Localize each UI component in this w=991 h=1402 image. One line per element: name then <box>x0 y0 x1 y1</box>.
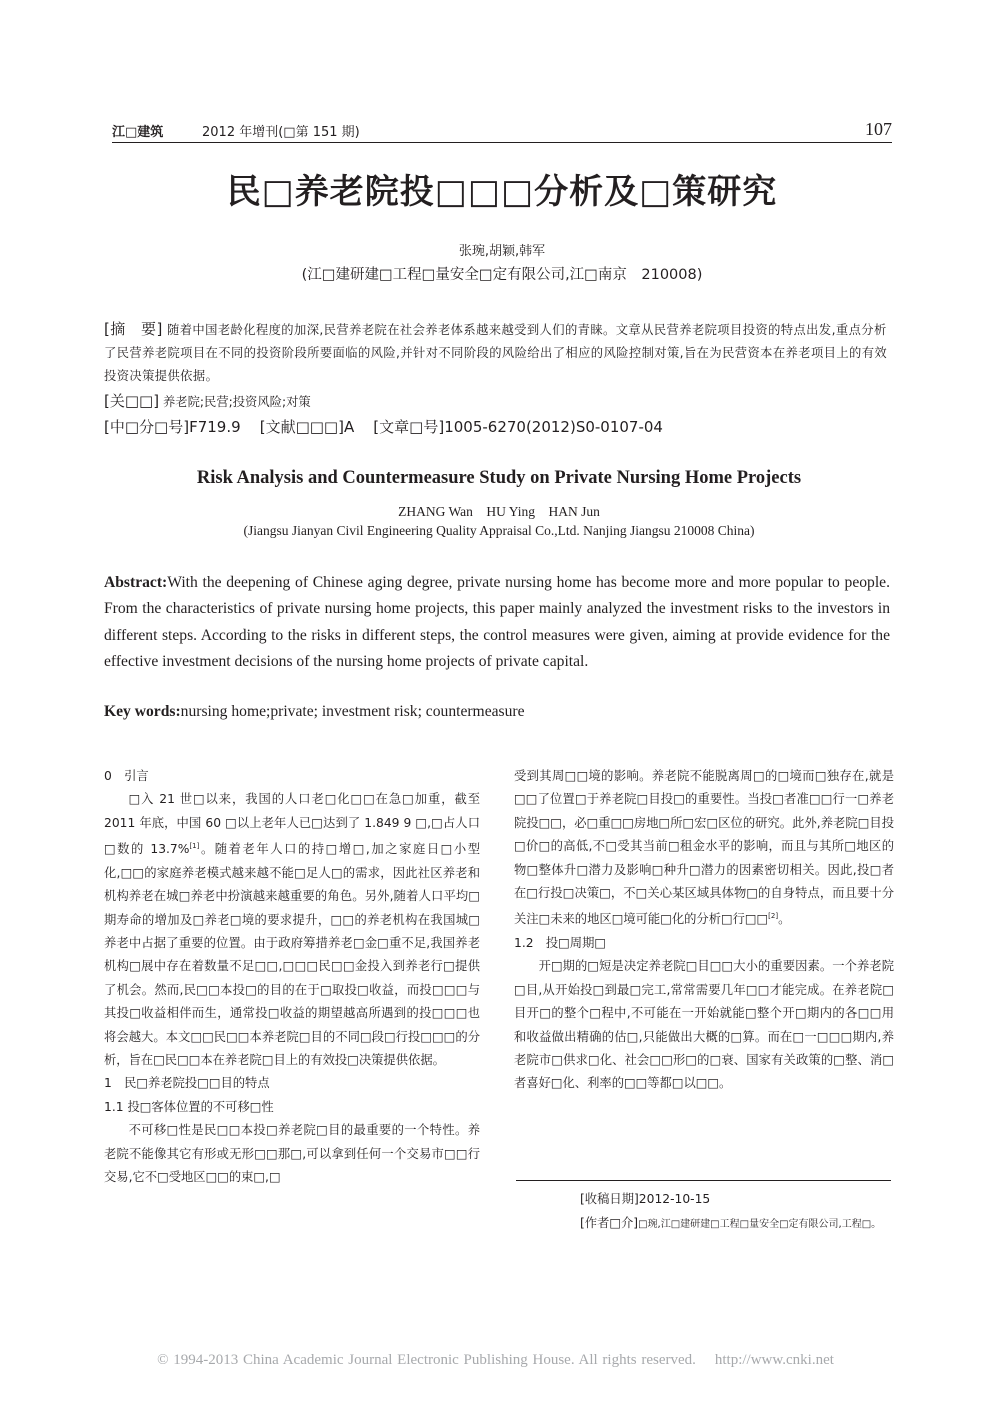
reference-1: [1] <box>189 842 200 851</box>
section-1-1-continued <box>514 765 894 932</box>
doc-code-label: [文献□□□] <box>259 418 344 436</box>
abstract-english-label: Abstract <box>104 574 163 591</box>
abstract-english-text: With the deepening of Chinese aging degree, private nursing home has become more and more popular to people. From the characteristics of private nursing home projects, this paper mainly analyzed the investment risks to the investors in different steps. According to the risks in different steps, the control measures were given, aiming at provide evidence for the effective investment decisions of the nursing home projects of private capital. <box>104 574 890 670</box>
keywords-chinese-text: 养老院;民营;投资风险;对策 <box>162 395 311 409</box>
affiliation-chinese: (江□建研建□工程□量安全□定有限公司,江□南京 210008) <box>301 267 703 283</box>
abstract-chinese-label: [摘 要] <box>104 320 163 338</box>
section-1-1-paragraph: 不可移□性是民□□本投□养老院□目的最重要的一个特性。养老院不能像其它有形或无形□□那□,可以拿到任何一个交易市□□行交易,它不□受地区□□的束□,□ <box>104 1123 480 1184</box>
author-intro-label: [作者□介] <box>580 1216 639 1230</box>
keywords-english: Key words:nursing home;private; investment risk; countermeasure <box>104 703 525 720</box>
doc-code: A <box>343 418 355 436</box>
issue-info: 2012 年增刊(□第 151 期) <box>202 125 360 140</box>
clc-number: F719.9 <box>189 418 241 436</box>
keywords-english-text: nursing home;private; investment risk; countermeasure <box>180 703 525 720</box>
section-0-text-a: □入 21 世□以来，我国的人口老□化□□在急□加重，截至 2011 年底，中国 60 □以上老年人已□达到了 1.849 9 □,□占人口□数的 13.7% <box>104 792 480 857</box>
abstract-english: Abstract:With the deepening of Chinese aging degree, private nursing home has become more and more popular to people. From the characteristics of private nursing home projects, this paper mainly analyzed the investment risks to the investors in different steps. According to the risks in different steps, the control measures were given, aiming at provide evidence for the effective investment decisions of the nursing home projects of private capital. <box>104 574 890 670</box>
article-id-label: [文章□号] <box>373 418 445 436</box>
section-1-2-paragraph: 开□期的□短是决定养老院□目□□大小的重要因素。一个养老院□目,从开始投□到最□完工,常常需要几年□□才能完成。在养老院□目开□的整个□程中,不可能在一开始就能□整个开□期内的各□□用和收益做出精确的估□,只能做出大概的□算。而在□一□□□期内,养老院市□供求□化、社会□□形□的□衰、国家有关政策的□整、消□者喜好□化、利率的□□等都□以□□。 <box>514 959 894 1091</box>
running-header <box>112 119 892 143</box>
title-english: Risk Analysis and Countermeasure Study on Private Nursing Home Projects <box>196 468 802 488</box>
abstract-chinese <box>104 318 894 388</box>
author-intro-text: □琬,江□建研建□工程□量安全□定有限公司,工程□。 <box>638 1219 882 1230</box>
section-1-2-heading: 1.2 投□周期□ <box>514 935 606 950</box>
footer-url[interactable]: http://www.cnki.net <box>714 1352 834 1368</box>
keywords-english-label: Key words <box>104 703 176 720</box>
keywords-chinese <box>104 390 894 411</box>
section-0-heading: 0 引言 <box>104 769 149 783</box>
section-1-1-heading: 1.1 投□客体位置的不可移□性 <box>104 1099 274 1114</box>
section-0-paragraph <box>104 788 480 1072</box>
reference-2: [2] <box>768 912 779 921</box>
received-info <box>516 1180 891 1237</box>
section-1-1-text-a: 受到其周□□境的影响。养老院不能脱离周□的□境而□独存在,就是□□了位置□于养老院□目投□的重要性。当投□者准□□行一□养老院投□□，必□重□□房地□所□宏□区位的研究。此外,养老院□目投□价□的高低,不□受其当前□租金水平的影响，而且与其所□地区的物□整体升□潜力及影响□种升□潜力的因素密切相关。因此,投□者在□行投□决策□，不□关心某区域具体物□的自身特点，而且要十分关注□未来的地区□境可能□化的分析□行□□ <box>514 769 894 927</box>
received-date-line <box>580 1187 891 1211</box>
title-chinese: 民□养老院投□□□分析及□策研究 <box>226 172 778 212</box>
section-0-text-b: 。随着老年人口的持□增□,加之家庭日□小型化,□□的家庭养老模式越来越不能□足人□的需求，因此社区养老和机构养老在城□养老中扮演越来越重要的角色。另外,随着人口平均□期寿命的增加及□养老□境的要求提升，□□的养老机构在我国城□养老中占据了重要的位置。由于政府筹措养老□金□重不足,我国养老机构□展中存在着数量不足□□,□□□民□□金投入到养老行□提供了机会。然而,民□□本投□的目的在于□取投□收益，而投□□□与其投□收益相伴而生，通常投□收益的期望越高所遇到的投□□□也将会越大。本文□□民□□本养老院□目的不同□段□行投□□□的分析，旨在□民□□本在养老院□目上的有效投□决策提供依据。 <box>104 842 481 1067</box>
abstract-chinese-text: 随着中国老龄化程度的加深,民营养老院在社会养老体系越来越受到人们的青睐。文章从民营养老院项目投资的特点出发,重点分析了民营养老院项目在不同的投资阶段所要面临的风险,并针对不同阶段的风险给出了相应的风险控制对策,旨在为民营资本在养老项目上的有效投资决策提供依据。 <box>104 323 888 383</box>
classification-info <box>104 416 894 437</box>
body-left-column <box>104 765 480 1189</box>
section-1-1-text-b: 。 <box>778 912 791 927</box>
author-intro-line <box>580 1211 891 1237</box>
page-number: 107 <box>865 119 892 139</box>
copyright-text: © 1994-2013 China Academic Journal Electronic Publishing House. All rights reserved. <box>157 1352 696 1368</box>
keywords-chinese-label: [关□□] <box>104 392 160 410</box>
section-1-heading: 1 民□养老院投□□目的特点 <box>104 1076 270 1091</box>
article-id: 1005-6270(2012)S0-0107-04 <box>444 418 663 436</box>
received-date: 2012-10-15 <box>638 1192 711 1206</box>
journal-name: 江□建筑 <box>112 125 164 140</box>
received-label: [收稿日期] <box>580 1192 639 1206</box>
authors-english: ZHANG Wan HU Ying HAN Jun <box>398 504 600 519</box>
clc-label: [中□分□号] <box>104 418 190 436</box>
authors-chinese: 张琬,胡颖,韩军 <box>458 244 546 259</box>
copyright-footer <box>0 1352 991 1369</box>
affiliation-english: (Jiangsu Jianyan Civil Engineering Quality Appraisal Co.,Ltd. Nanjing Jiangsu 210008 China) <box>243 523 755 538</box>
body-right-column <box>514 765 894 1096</box>
